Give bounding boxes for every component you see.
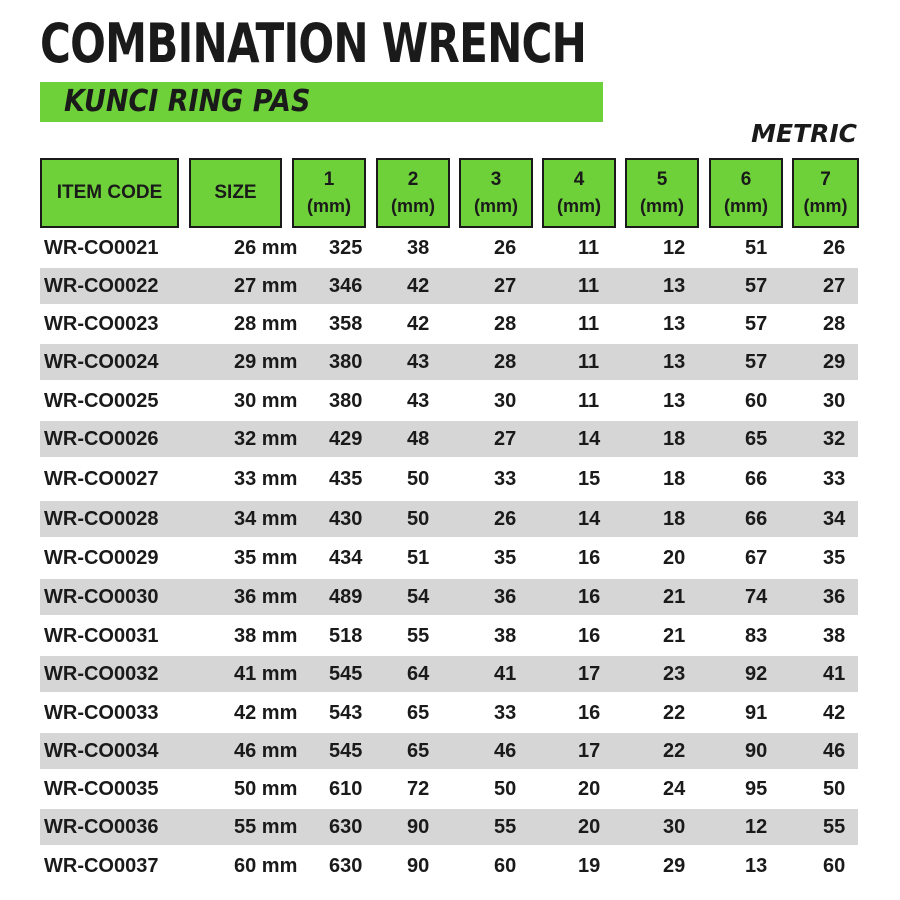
dimension-cell: 41 bbox=[494, 663, 517, 685]
dimension-cell: 24 bbox=[663, 778, 686, 800]
dimension-cell: 13 bbox=[745, 855, 768, 877]
dimension-cell: 28 bbox=[494, 351, 517, 373]
dimension-cell: 55 bbox=[823, 816, 846, 838]
dimension-cell: 36 bbox=[494, 586, 517, 608]
dimension-cell: 33 bbox=[494, 702, 517, 724]
dimension-cell: 14 bbox=[578, 508, 601, 530]
dimension-cell: 26 bbox=[494, 237, 517, 259]
dimension-cell: 46 bbox=[494, 740, 517, 762]
dimension-cell: 14 bbox=[578, 428, 601, 450]
dimension-cell: 55 bbox=[494, 816, 517, 838]
dimension-cell: 430 bbox=[329, 508, 363, 530]
table-row bbox=[40, 771, 858, 807]
size-cell: 42 mm bbox=[234, 702, 298, 724]
column-header-label: 1 bbox=[323, 169, 335, 190]
dimension-cell: 60 bbox=[494, 855, 517, 877]
dimension-cell: 11 bbox=[578, 313, 600, 335]
item-code-cell: WR-CO0033 bbox=[44, 702, 159, 724]
item-code-cell: WR-CO0030 bbox=[44, 586, 159, 608]
dimension-cell: 50 bbox=[494, 778, 517, 800]
dimension-cell: 16 bbox=[578, 547, 601, 569]
dimension-cell: 38 bbox=[494, 625, 517, 647]
item-code-cell: WR-CO0025 bbox=[44, 390, 159, 412]
column-header-unit: (mm) bbox=[474, 196, 518, 216]
dimension-cell: 13 bbox=[663, 275, 686, 297]
dimension-cell: 13 bbox=[663, 390, 686, 412]
dimension-cell: 50 bbox=[407, 468, 430, 490]
column-header-unit: (mm) bbox=[640, 196, 684, 216]
dimension-cell: 545 bbox=[329, 740, 363, 762]
dimension-cell: 13 bbox=[663, 313, 686, 335]
table-row bbox=[40, 306, 858, 342]
column-header-9 bbox=[792, 158, 859, 228]
dimension-cell: 12 bbox=[745, 816, 768, 838]
subtitle: KUNCI RING PAS bbox=[64, 84, 311, 119]
table-row bbox=[40, 421, 858, 457]
dimension-cell: 36 bbox=[823, 586, 846, 608]
dimension-cell: 27 bbox=[494, 428, 517, 450]
dimension-cell: 57 bbox=[745, 275, 768, 297]
dimension-cell: 65 bbox=[407, 702, 430, 724]
dimension-cell: 51 bbox=[745, 237, 768, 259]
column-header-6 bbox=[542, 158, 616, 228]
dimension-cell: 358 bbox=[329, 313, 363, 335]
size-cell: 38 mm bbox=[234, 625, 298, 647]
dimension-cell: 35 bbox=[494, 547, 517, 569]
dimension-cell: 90 bbox=[407, 855, 430, 877]
dimension-cell: 16 bbox=[578, 586, 601, 608]
dimension-cell: 34 bbox=[823, 508, 846, 530]
column-header-label: 5 bbox=[656, 169, 668, 190]
size-cell: 41 mm bbox=[234, 663, 298, 685]
dimension-cell: 43 bbox=[407, 351, 430, 373]
dimension-cell: 38 bbox=[407, 237, 430, 259]
dimension-cell: 17 bbox=[578, 663, 601, 685]
dimension-cell: 630 bbox=[329, 816, 363, 838]
size-cell: 35 mm bbox=[234, 547, 298, 569]
column-header-8 bbox=[709, 158, 783, 228]
dimension-cell: 90 bbox=[745, 740, 768, 762]
item-code-cell: WR-CO0026 bbox=[44, 428, 159, 450]
dimension-cell: 51 bbox=[407, 547, 430, 569]
unit-system-label: METRIC bbox=[751, 119, 857, 148]
column-header-3 bbox=[292, 158, 366, 228]
dimension-cell: 28 bbox=[823, 313, 846, 335]
dimension-cell: 65 bbox=[745, 428, 768, 450]
dimension-cell: 435 bbox=[329, 468, 363, 490]
dimension-cell: 543 bbox=[329, 702, 363, 724]
dimension-cell: 11 bbox=[578, 275, 600, 297]
table-row bbox=[40, 230, 858, 266]
size-cell: 33 mm bbox=[234, 468, 298, 490]
dimension-cell: 545 bbox=[329, 663, 363, 685]
dimension-cell: 15 bbox=[578, 468, 601, 490]
dimension-cell: 66 bbox=[745, 508, 768, 530]
dimension-cell: 630 bbox=[329, 855, 363, 877]
table-row bbox=[40, 540, 858, 576]
dimension-cell: 55 bbox=[407, 625, 430, 647]
item-code-cell: WR-CO0036 bbox=[44, 816, 159, 838]
dimension-cell: 33 bbox=[494, 468, 517, 490]
size-cell: 32 mm bbox=[234, 428, 298, 450]
dimension-cell: 43 bbox=[407, 390, 430, 412]
size-cell: 46 mm bbox=[234, 740, 298, 762]
dimension-cell: 30 bbox=[663, 816, 686, 838]
column-header-1 bbox=[40, 158, 179, 228]
size-cell: 50 mm bbox=[234, 778, 298, 800]
dimension-cell: 18 bbox=[663, 468, 686, 490]
size-cell: 36 mm bbox=[234, 586, 298, 608]
dimension-cell: 11 bbox=[578, 390, 600, 412]
size-cell: 27 mm bbox=[234, 275, 298, 297]
dimension-cell: 48 bbox=[407, 428, 430, 450]
dimension-cell: 11 bbox=[578, 351, 600, 373]
column-header-unit: (mm) bbox=[391, 196, 435, 216]
table-row bbox=[40, 848, 858, 884]
dimension-cell: 57 bbox=[745, 313, 768, 335]
dimension-cell: 60 bbox=[823, 855, 846, 877]
dimension-cell: 46 bbox=[823, 740, 846, 762]
dimension-cell: 32 bbox=[823, 428, 846, 450]
dimension-cell: 92 bbox=[745, 663, 768, 685]
dimension-cell: 22 bbox=[663, 702, 686, 724]
table-row bbox=[40, 733, 858, 769]
size-cell: 55 mm bbox=[234, 816, 298, 838]
dimension-cell: 28 bbox=[494, 313, 517, 335]
column-header-label: SIZE bbox=[214, 182, 257, 203]
column-header-label: 7 bbox=[820, 169, 831, 190]
column-header-unit: (mm) bbox=[803, 196, 848, 216]
column-header-label: 2 bbox=[407, 169, 419, 190]
dimension-cell: 35 bbox=[823, 547, 846, 569]
size-cell: 60 mm bbox=[234, 855, 298, 877]
dimension-cell: 65 bbox=[407, 740, 430, 762]
column-header-unit: (mm) bbox=[557, 196, 601, 216]
dimension-cell: 17 bbox=[578, 740, 601, 762]
dimension-cell: 38 bbox=[823, 625, 846, 647]
column-header-7 bbox=[625, 158, 699, 228]
page-title: COMBINATION WRENCH bbox=[40, 12, 587, 75]
dimension-cell: 21 bbox=[663, 625, 686, 647]
dimension-cell: 380 bbox=[329, 351, 363, 373]
dimension-cell: 380 bbox=[329, 390, 363, 412]
column-header-unit: (mm) bbox=[724, 196, 768, 216]
item-code-cell: WR-CO0034 bbox=[44, 740, 159, 762]
dimension-cell: 27 bbox=[823, 275, 846, 297]
size-cell: 30 mm bbox=[234, 390, 298, 412]
dimension-cell: 325 bbox=[329, 237, 363, 259]
dimension-cell: 13 bbox=[663, 351, 686, 373]
dimension-cell: 64 bbox=[407, 663, 430, 685]
dimension-cell: 346 bbox=[329, 275, 363, 297]
dimension-cell: 30 bbox=[494, 390, 517, 412]
size-cell: 29 mm bbox=[234, 351, 298, 373]
item-code-cell: WR-CO0021 bbox=[44, 237, 159, 259]
item-code-cell: WR-CO0024 bbox=[44, 351, 159, 373]
dimension-cell: 11 bbox=[578, 237, 600, 259]
item-code-cell: WR-CO0032 bbox=[44, 663, 159, 685]
dimension-cell: 30 bbox=[823, 390, 846, 412]
column-header-4 bbox=[376, 158, 450, 228]
dimension-cell: 74 bbox=[745, 586, 768, 608]
item-code-cell: WR-CO0031 bbox=[44, 625, 159, 647]
dimension-cell: 23 bbox=[663, 663, 686, 685]
dimension-cell: 42 bbox=[407, 275, 430, 297]
dimension-cell: 20 bbox=[578, 778, 601, 800]
dimension-cell: 26 bbox=[494, 508, 517, 530]
dimension-cell: 18 bbox=[663, 508, 686, 530]
dimension-cell: 12 bbox=[663, 237, 686, 259]
table-row bbox=[40, 383, 858, 419]
dimension-cell: 19 bbox=[578, 855, 601, 877]
column-header-5 bbox=[459, 158, 533, 228]
dimension-cell: 29 bbox=[823, 351, 846, 373]
dimension-cell: 26 bbox=[823, 237, 846, 259]
dimension-cell: 489 bbox=[329, 586, 363, 608]
dimension-cell: 20 bbox=[663, 547, 686, 569]
dimension-cell: 429 bbox=[329, 428, 363, 450]
column-header-2 bbox=[189, 158, 282, 228]
item-code-cell: WR-CO0022 bbox=[44, 275, 159, 297]
dimension-cell: 67 bbox=[745, 547, 768, 569]
dimension-cell: 22 bbox=[663, 740, 686, 762]
dimension-cell: 95 bbox=[745, 778, 768, 800]
item-code-cell: WR-CO0023 bbox=[44, 313, 159, 335]
dimension-cell: 16 bbox=[578, 702, 601, 724]
item-code-cell: WR-CO0037 bbox=[44, 855, 159, 877]
column-header-label: ITEM CODE bbox=[56, 182, 163, 203]
dimension-cell: 20 bbox=[578, 816, 601, 838]
dimension-cell: 57 bbox=[745, 351, 768, 373]
item-code-cell: WR-CO0027 bbox=[44, 468, 159, 490]
item-code-cell: WR-CO0028 bbox=[44, 508, 159, 530]
size-cell: 34 mm bbox=[234, 508, 298, 530]
table-row bbox=[40, 656, 858, 692]
dimension-cell: 54 bbox=[407, 586, 430, 608]
table-row bbox=[40, 809, 858, 845]
item-code-cell: WR-CO0029 bbox=[44, 547, 159, 569]
dimension-cell: 72 bbox=[407, 778, 430, 800]
dimension-cell: 27 bbox=[494, 275, 517, 297]
table-row bbox=[40, 501, 858, 537]
dimension-cell: 83 bbox=[745, 625, 768, 647]
column-header-label: 3 bbox=[490, 169, 502, 190]
table-row bbox=[40, 461, 858, 497]
item-code-cell: WR-CO0035 bbox=[44, 778, 159, 800]
column-header-label: 6 bbox=[740, 169, 752, 190]
dimension-cell: 610 bbox=[329, 778, 363, 800]
table-row bbox=[40, 579, 858, 615]
dimension-cell: 434 bbox=[329, 547, 363, 569]
dimension-cell: 50 bbox=[407, 508, 430, 530]
size-cell: 26 mm bbox=[234, 237, 298, 259]
dimension-cell: 518 bbox=[329, 625, 363, 647]
dimension-cell: 21 bbox=[663, 586, 686, 608]
column-header-label: 4 bbox=[573, 169, 585, 190]
dimension-cell: 16 bbox=[578, 625, 601, 647]
dimension-cell: 91 bbox=[745, 702, 768, 724]
dimension-cell: 41 bbox=[823, 663, 846, 685]
dimension-cell: 42 bbox=[823, 702, 846, 724]
table-row bbox=[40, 695, 858, 731]
dimension-cell: 66 bbox=[745, 468, 768, 490]
size-cell: 28 mm bbox=[234, 313, 298, 335]
column-header-unit: (mm) bbox=[307, 196, 351, 216]
dimension-cell: 90 bbox=[407, 816, 430, 838]
dimension-cell: 60 bbox=[745, 390, 768, 412]
table-row bbox=[40, 618, 858, 654]
table-row bbox=[40, 344, 858, 380]
dimension-cell: 42 bbox=[407, 313, 430, 335]
table-row bbox=[40, 268, 858, 304]
dimension-cell: 18 bbox=[663, 428, 686, 450]
dimension-cell: 50 bbox=[823, 778, 846, 800]
dimension-cell: 29 bbox=[663, 855, 686, 877]
dimension-cell: 33 bbox=[823, 468, 846, 490]
